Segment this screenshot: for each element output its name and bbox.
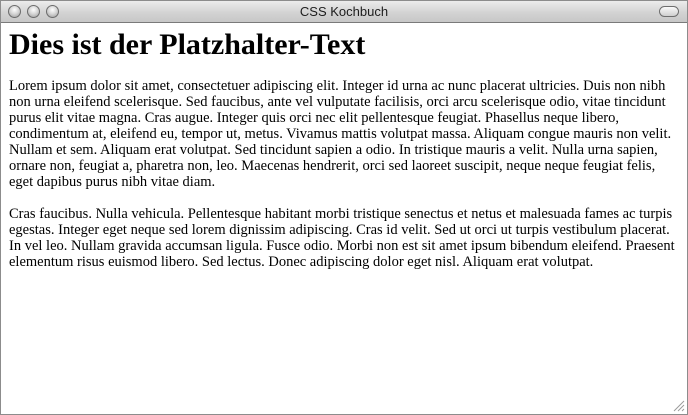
paragraph-2: Cras faucibus. Nulla vehicula. Pellentesque habitant morbi tristique senectus et netus et malesuada fames ac turpis egestas. Integer eget neque sed lorem dignissim adipiscing. Cras id velit. Sed ut orci ut turpis vestibulum placerat. In vel leo. Nullam gravida accumsan ligula. Fusce odio. Morbi non est sit amet ipsum bibendum eleifend. Praesent elementum risus euismod libero. Sed lectus. Donec adipiscing dolor eget nisl. Aliquam erat volutpat.	[9, 206, 675, 270]
title-bar[interactable]	[1, 1, 687, 23]
resize-grip-icon[interactable]	[672, 399, 685, 412]
page-content	[1, 23, 687, 414]
window-title: CSS Kochbuch	[299, 4, 389, 19]
toolbar-toggle-icon[interactable]	[659, 6, 679, 17]
paragraph-1: Lorem ipsum dolor sit amet, consectetuer adipiscing elit. Integer id urna ac nunc placerat ultricies. Duis non nibh non urna eleifend scelerisque. Sed faucibus, ante vel vulputate facilisis, orci arcu scelerisque odio, vitae tincidunt purus elit vitae magna. Cras augue. Integer quis orci nec elit pellentesque feugiat. Phasellus neque libero, condimentum at, eleifend eu, tempor ut, metus. Vivamus mattis volutpat massa. Aliquam congue mauris non velit. Nullam et sem. Aliquam erat volutpat. Sed tincidunt sapien a odio. In tristique mauris a velit. Nulla urna sapien, ornare non, feugiat a, pharetra non, leo. Maecenas hendrerit, orci sed laoreet suscipit, neque neque feugiat felis, eget dapibus purus nibh vitae diam.	[9, 78, 672, 190]
page-heading: Dies ist der Platzhalter-Text	[9, 28, 366, 61]
